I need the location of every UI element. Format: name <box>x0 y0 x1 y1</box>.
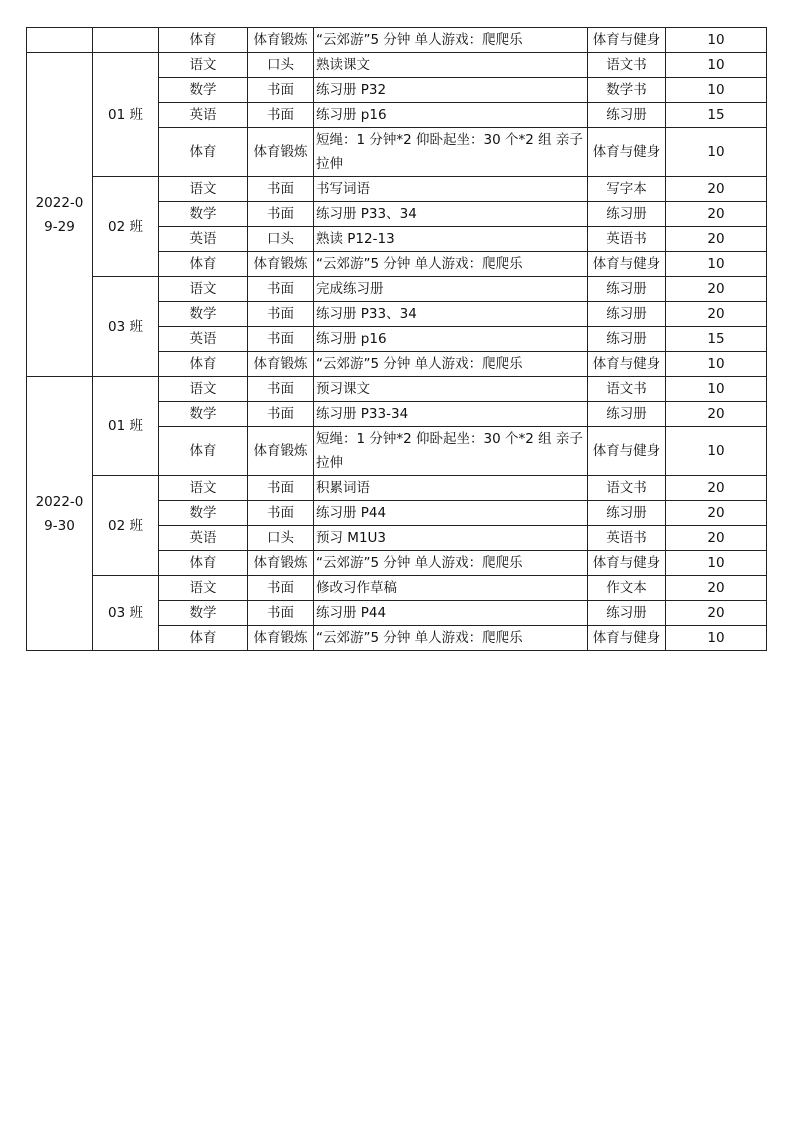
material-cell: 体育与健身 <box>588 352 666 377</box>
material-cell: 练习册 <box>588 402 666 427</box>
minutes-cell: 20 <box>666 227 767 252</box>
minutes-cell: 10 <box>666 28 767 53</box>
class-cell: 01 班 <box>93 53 159 177</box>
subject-cell: 数学 <box>159 302 248 327</box>
subject-cell: 语文 <box>159 53 248 78</box>
material-cell: 作文本 <box>588 576 666 601</box>
subject-cell: 数学 <box>159 78 248 103</box>
type-cell: 体育锻炼 <box>248 252 314 277</box>
date-cell: 2022-09-29 <box>27 53 93 377</box>
content-cell: 书写词语 <box>314 177 588 202</box>
material-cell: 英语书 <box>588 526 666 551</box>
homework-table <box>26 27 767 651</box>
minutes-cell: 20 <box>666 202 767 227</box>
material-cell: 练习册 <box>588 601 666 626</box>
subject-cell: 体育 <box>159 551 248 576</box>
content-cell: “云郊游”5 分钟 单人游戏：爬爬乐 <box>314 252 588 277</box>
content-cell: 熟读课文 <box>314 53 588 78</box>
content-cell: 练习册 P32 <box>314 78 588 103</box>
material-cell: 体育与健身 <box>588 28 666 53</box>
subject-cell: 语文 <box>159 576 248 601</box>
table-row <box>27 53 767 78</box>
content-cell: 短绳：1 分钟*2 仰卧起坐：30 个*2 组 亲子拉伸 <box>314 128 588 177</box>
homework-table-body <box>27 28 767 651</box>
material-cell: 练习册 <box>588 501 666 526</box>
type-cell: 口头 <box>248 526 314 551</box>
subject-cell: 数学 <box>159 402 248 427</box>
minutes-cell: 10 <box>666 53 767 78</box>
type-cell: 口头 <box>248 53 314 78</box>
type-cell: 书面 <box>248 202 314 227</box>
type-cell: 体育锻炼 <box>248 551 314 576</box>
table-row <box>27 576 767 601</box>
minutes-cell: 20 <box>666 501 767 526</box>
minutes-cell: 10 <box>666 377 767 402</box>
material-cell: 练习册 <box>588 327 666 352</box>
date-cell <box>27 28 93 53</box>
subject-cell: 体育 <box>159 128 248 177</box>
subject-cell: 数学 <box>159 501 248 526</box>
material-cell: 体育与健身 <box>588 626 666 651</box>
minutes-cell: 10 <box>666 427 767 476</box>
minutes-cell: 10 <box>666 252 767 277</box>
table-row <box>27 177 767 202</box>
subject-cell: 语文 <box>159 277 248 302</box>
class-cell: 01 班 <box>93 377 159 476</box>
material-cell: 体育与健身 <box>588 128 666 177</box>
material-cell: 体育与健身 <box>588 551 666 576</box>
type-cell: 书面 <box>248 377 314 402</box>
content-cell: 积累词语 <box>314 476 588 501</box>
content-cell: “云郊游”5 分钟 单人游戏：爬爬乐 <box>314 28 588 53</box>
class-cell <box>93 28 159 53</box>
minutes-cell: 20 <box>666 576 767 601</box>
type-cell: 书面 <box>248 476 314 501</box>
type-cell: 书面 <box>248 78 314 103</box>
minutes-cell: 10 <box>666 78 767 103</box>
material-cell: 练习册 <box>588 277 666 302</box>
type-cell: 书面 <box>248 177 314 202</box>
material-cell: 数学书 <box>588 78 666 103</box>
subject-cell: 体育 <box>159 28 248 53</box>
material-cell: 体育与健身 <box>588 252 666 277</box>
subject-cell: 体育 <box>159 252 248 277</box>
content-cell: 练习册 P33、34 <box>314 202 588 227</box>
content-cell: 预习 M1U3 <box>314 526 588 551</box>
table-row <box>27 377 767 402</box>
type-cell: 体育锻炼 <box>248 128 314 177</box>
minutes-cell: 20 <box>666 277 767 302</box>
minutes-cell: 20 <box>666 601 767 626</box>
type-cell: 书面 <box>248 402 314 427</box>
minutes-cell: 20 <box>666 402 767 427</box>
type-cell: 书面 <box>248 302 314 327</box>
type-cell: 书面 <box>248 277 314 302</box>
content-cell: “云郊游”5 分钟 单人游戏：爬爬乐 <box>314 551 588 576</box>
content-cell: 练习册 p16 <box>314 327 588 352</box>
content-cell: 熟读 P12-13 <box>314 227 588 252</box>
content-cell: “云郊游”5 分钟 单人游戏：爬爬乐 <box>314 352 588 377</box>
subject-cell: 语文 <box>159 377 248 402</box>
minutes-cell: 10 <box>666 352 767 377</box>
material-cell: 练习册 <box>588 103 666 128</box>
table-row <box>27 476 767 501</box>
date-cell: 2022-09-30 <box>27 377 93 651</box>
table-row <box>27 28 767 53</box>
minutes-cell: 20 <box>666 526 767 551</box>
subject-cell: 英语 <box>159 327 248 352</box>
content-cell: 练习册 p16 <box>314 103 588 128</box>
minutes-cell: 20 <box>666 476 767 501</box>
subject-cell: 体育 <box>159 427 248 476</box>
material-cell: 英语书 <box>588 227 666 252</box>
minutes-cell: 10 <box>666 626 767 651</box>
material-cell: 语文书 <box>588 53 666 78</box>
type-cell: 书面 <box>248 576 314 601</box>
type-cell: 书面 <box>248 103 314 128</box>
subject-cell: 语文 <box>159 177 248 202</box>
class-cell: 02 班 <box>93 476 159 576</box>
minutes-cell: 10 <box>666 551 767 576</box>
type-cell: 体育锻炼 <box>248 28 314 53</box>
content-cell: 完成练习册 <box>314 277 588 302</box>
material-cell: 语文书 <box>588 476 666 501</box>
subject-cell: 数学 <box>159 202 248 227</box>
class-cell: 03 班 <box>93 277 159 377</box>
type-cell: 体育锻炼 <box>248 352 314 377</box>
minutes-cell: 15 <box>666 327 767 352</box>
content-cell: “云郊游”5 分钟 单人游戏：爬爬乐 <box>314 626 588 651</box>
content-cell: 练习册 P44 <box>314 501 588 526</box>
type-cell: 书面 <box>248 501 314 526</box>
class-cell: 02 班 <box>93 177 159 277</box>
type-cell: 体育锻炼 <box>248 626 314 651</box>
subject-cell: 数学 <box>159 601 248 626</box>
table-row <box>27 277 767 302</box>
type-cell: 书面 <box>248 327 314 352</box>
material-cell: 体育与健身 <box>588 427 666 476</box>
class-cell: 03 班 <box>93 576 159 651</box>
subject-cell: 体育 <box>159 626 248 651</box>
subject-cell: 英语 <box>159 526 248 551</box>
content-cell: 练习册 P33-34 <box>314 402 588 427</box>
minutes-cell: 20 <box>666 177 767 202</box>
material-cell: 写字本 <box>588 177 666 202</box>
minutes-cell: 10 <box>666 128 767 177</box>
minutes-cell: 20 <box>666 302 767 327</box>
content-cell: 预习课文 <box>314 377 588 402</box>
subject-cell: 体育 <box>159 352 248 377</box>
content-cell: 练习册 P33、34 <box>314 302 588 327</box>
content-cell: 修改习作草稿 <box>314 576 588 601</box>
material-cell: 练习册 <box>588 302 666 327</box>
type-cell: 体育锻炼 <box>248 427 314 476</box>
content-cell: 练习册 P44 <box>314 601 588 626</box>
minutes-cell: 15 <box>666 103 767 128</box>
material-cell: 语文书 <box>588 377 666 402</box>
subject-cell: 英语 <box>159 103 248 128</box>
material-cell: 练习册 <box>588 202 666 227</box>
subject-cell: 英语 <box>159 227 248 252</box>
type-cell: 口头 <box>248 227 314 252</box>
type-cell: 书面 <box>248 601 314 626</box>
subject-cell: 语文 <box>159 476 248 501</box>
content-cell: 短绳：1 分钟*2 仰卧起坐：30 个*2 组 亲子拉伸 <box>314 427 588 476</box>
